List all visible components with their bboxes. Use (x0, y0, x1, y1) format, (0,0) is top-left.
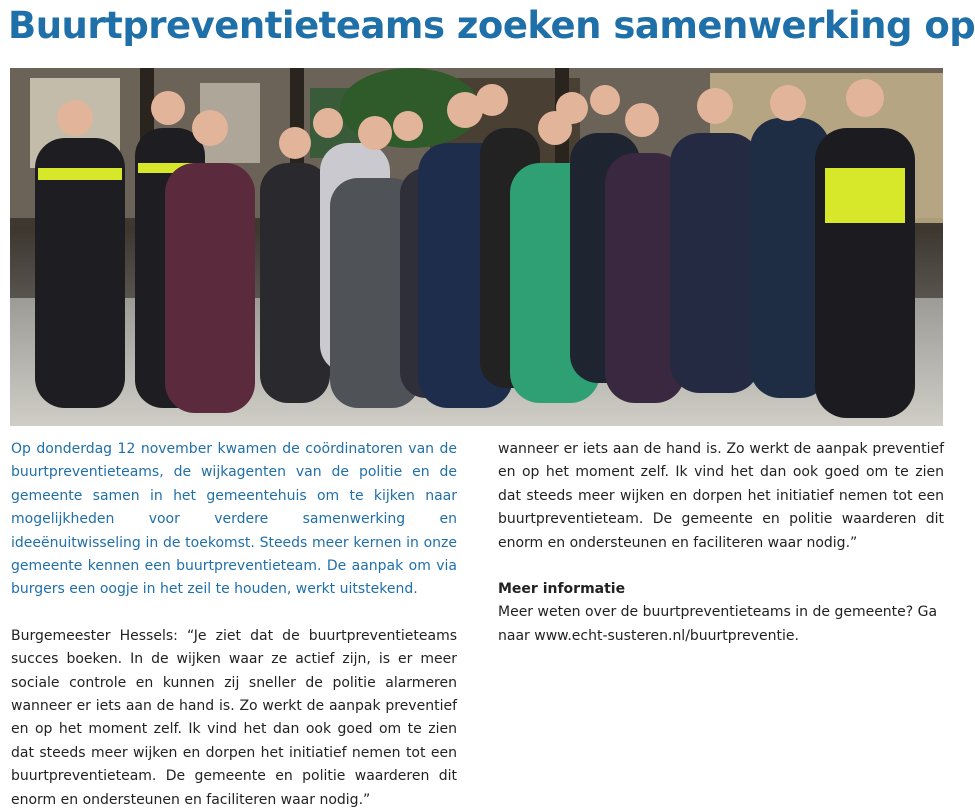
article-intro: Op donderdag 12 november kwamen de coördinatoren van de buurtpreventieteams, de wijkagenten van de politie en de gemeente samen in het gemeentehuis om te kijken naar mogelijkheden voor verdere samenwerking en ideeënuitwisseling in de toekomst. Steeds meer kernen in onze gemeente kennen een buurtpreventieteam. De aanpak om via burgers een oogje in het zeil te houden, werkt uitstekend. (11, 441, 457, 598)
more-info-title: Meer informatie (498, 581, 626, 598)
article-quote: Burgemeester Hessels: “Je ziet dat de buurtpreventieteams succes boeken. In de wijken waar ze actief zijn, is er meer sociale controle en kunnen zij sneller de politie alarmeren wanneer er iets aan de hand is. Zo werkt de aanpak preventief en op het moment zelf. Ik vind het dan ook goed om te zien dat steeds meer wijken en dorpen het initiatief nemen tot een buurtpreventieteam. De gemeente en politie waarderen dit enorm en ondersteunen en faciliteren waar nodig.” (11, 627, 457, 808)
group-photo (10, 68, 943, 426)
more-info-link[interactable]: www.echt-susteren.nl/buurtpreventie. (534, 627, 799, 644)
article-column-left (11, 438, 457, 808)
more-info-body: Meer weten over de buurtpreventieteams in de gemeente? Ga naar (498, 604, 938, 644)
article-column-right (498, 438, 944, 648)
article-quote-tail: wanneer er iets aan de hand is. Zo werkt de aanpak preventief en op het moment zelf. Ik vind het dan ook goed om te zien dat steeds meer wijken en dorpen het initiatief nemen tot een buurtpreventieteam. De gemeente en politie waarderen dit enorm en ondersteunen en faciliteren waar nodig.” (498, 441, 944, 551)
article-headline: Buurtpreventieteams zoeken samenwerking op (8, 4, 975, 47)
more-info-text (498, 601, 944, 648)
group-photo-illustration (10, 68, 943, 426)
